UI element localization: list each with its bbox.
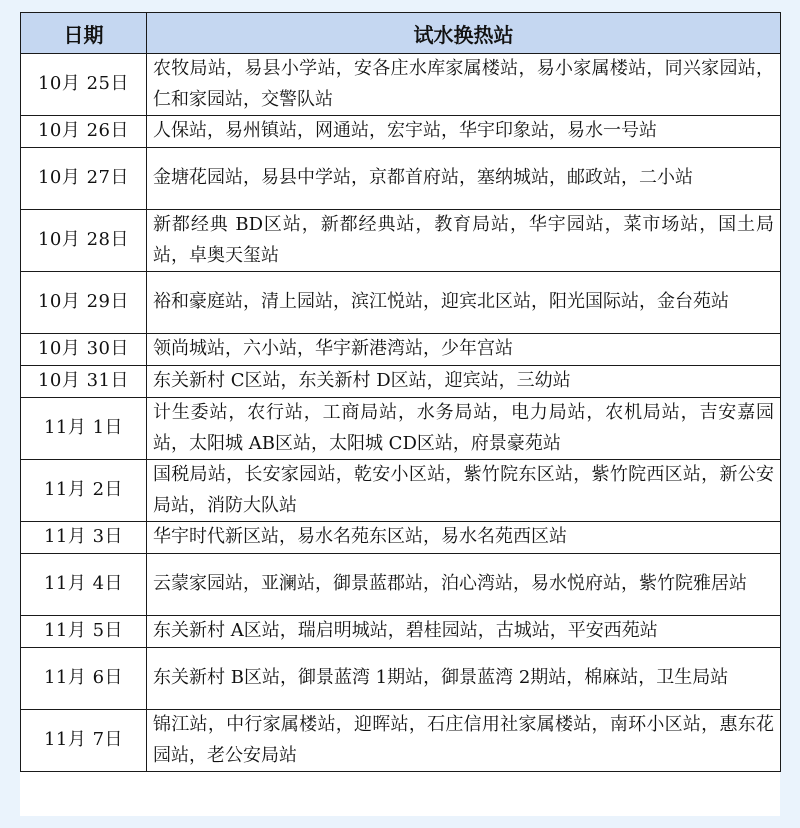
row-date: 11月 6日	[21, 648, 147, 710]
row-date: 10月 30日	[21, 334, 147, 366]
table-row	[21, 648, 781, 710]
row-stations: 东关新村 A区站，瑞启明城站，碧桂园站，古城站，平安西苑站	[147, 616, 781, 648]
row-date: 11月 7日	[21, 710, 147, 772]
table-row	[21, 554, 781, 616]
row-stations: 领尚城站，六小站，华宇新港湾站，少年宫站	[147, 334, 781, 366]
row-date: 11月 5日	[21, 616, 147, 648]
table-row	[21, 272, 781, 334]
table-row	[21, 334, 781, 366]
row-stations: 计生委站，农行站，工商局站，水务局站，电力局站，农机局站，吉安嘉园站，太阳城 AB区站，太阳城 CD区站，府景豪苑站	[147, 398, 781, 460]
row-stations: 人保站，易州镇站，网通站，宏宇站，华宇印象站，易水一号站	[147, 116, 781, 148]
row-stations: 国税局站，长安家园站，乾安小区站，紫竹院东区站，紫竹院西区站，新公安局站，消防大队站	[147, 460, 781, 522]
date-column-header: 日期	[21, 13, 147, 54]
row-date: 10月 31日	[21, 366, 147, 398]
row-date: 10月 29日	[21, 272, 147, 334]
row-stations: 锦江站，中行家属楼站，迎晖站，石庄信用社家属楼站，南环小区站，惠东花园站，老公安局站	[147, 710, 781, 772]
row-date: 10月 25日	[21, 54, 147, 116]
table-row	[21, 710, 781, 772]
table-row	[21, 522, 781, 554]
row-stations: 裕和豪庭站，清上园站，滨江悦站，迎宾北区站，阳光国际站，金台苑站	[147, 272, 781, 334]
table-row	[21, 54, 781, 116]
table-row	[21, 398, 781, 460]
row-stations: 新都经典 BD区站，新都经典站，教育局站，华宇园站，菜市场站，国土局站，卓奥天玺站	[147, 210, 781, 272]
table-row	[21, 116, 781, 148]
schedule-sheet	[20, 12, 780, 816]
table-row	[21, 616, 781, 648]
table-row	[21, 210, 781, 272]
table-row	[21, 460, 781, 522]
row-stations: 农牧局站，易县小学站，安各庄水库家属楼站，易小家属楼站，同兴家园站，仁和家园站，交警队站	[147, 54, 781, 116]
table-row	[21, 366, 781, 398]
table-row	[21, 148, 781, 210]
row-date: 11月 2日	[21, 460, 147, 522]
row-stations: 东关新村 C区站，东关新村 D区站，迎宾站，三幼站	[147, 366, 781, 398]
stations-column-header: 试水换热站	[147, 13, 781, 54]
row-date: 11月 3日	[21, 522, 147, 554]
row-stations: 东关新村 B区站，御景蓝湾 1期站，御景蓝湾 2期站，棉麻站，卫生局站	[147, 648, 781, 710]
heating-station-schedule-table	[20, 12, 781, 772]
row-date: 11月 4日	[21, 554, 147, 616]
row-date: 10月 28日	[21, 210, 147, 272]
row-date: 10月 26日	[21, 116, 147, 148]
row-stations: 云蒙家园站，亚澜站，御景蓝郡站，泊心湾站，易水悦府站，紫竹院雅居站	[147, 554, 781, 616]
table-header-row	[21, 13, 781, 54]
row-date: 10月 27日	[21, 148, 147, 210]
row-stations: 华宇时代新区站，易水名苑东区站，易水名苑西区站	[147, 522, 781, 554]
row-date: 11月 1日	[21, 398, 147, 460]
row-stations: 金塘花园站，易县中学站，京都首府站，塞纳城站，邮政站，二小站	[147, 148, 781, 210]
